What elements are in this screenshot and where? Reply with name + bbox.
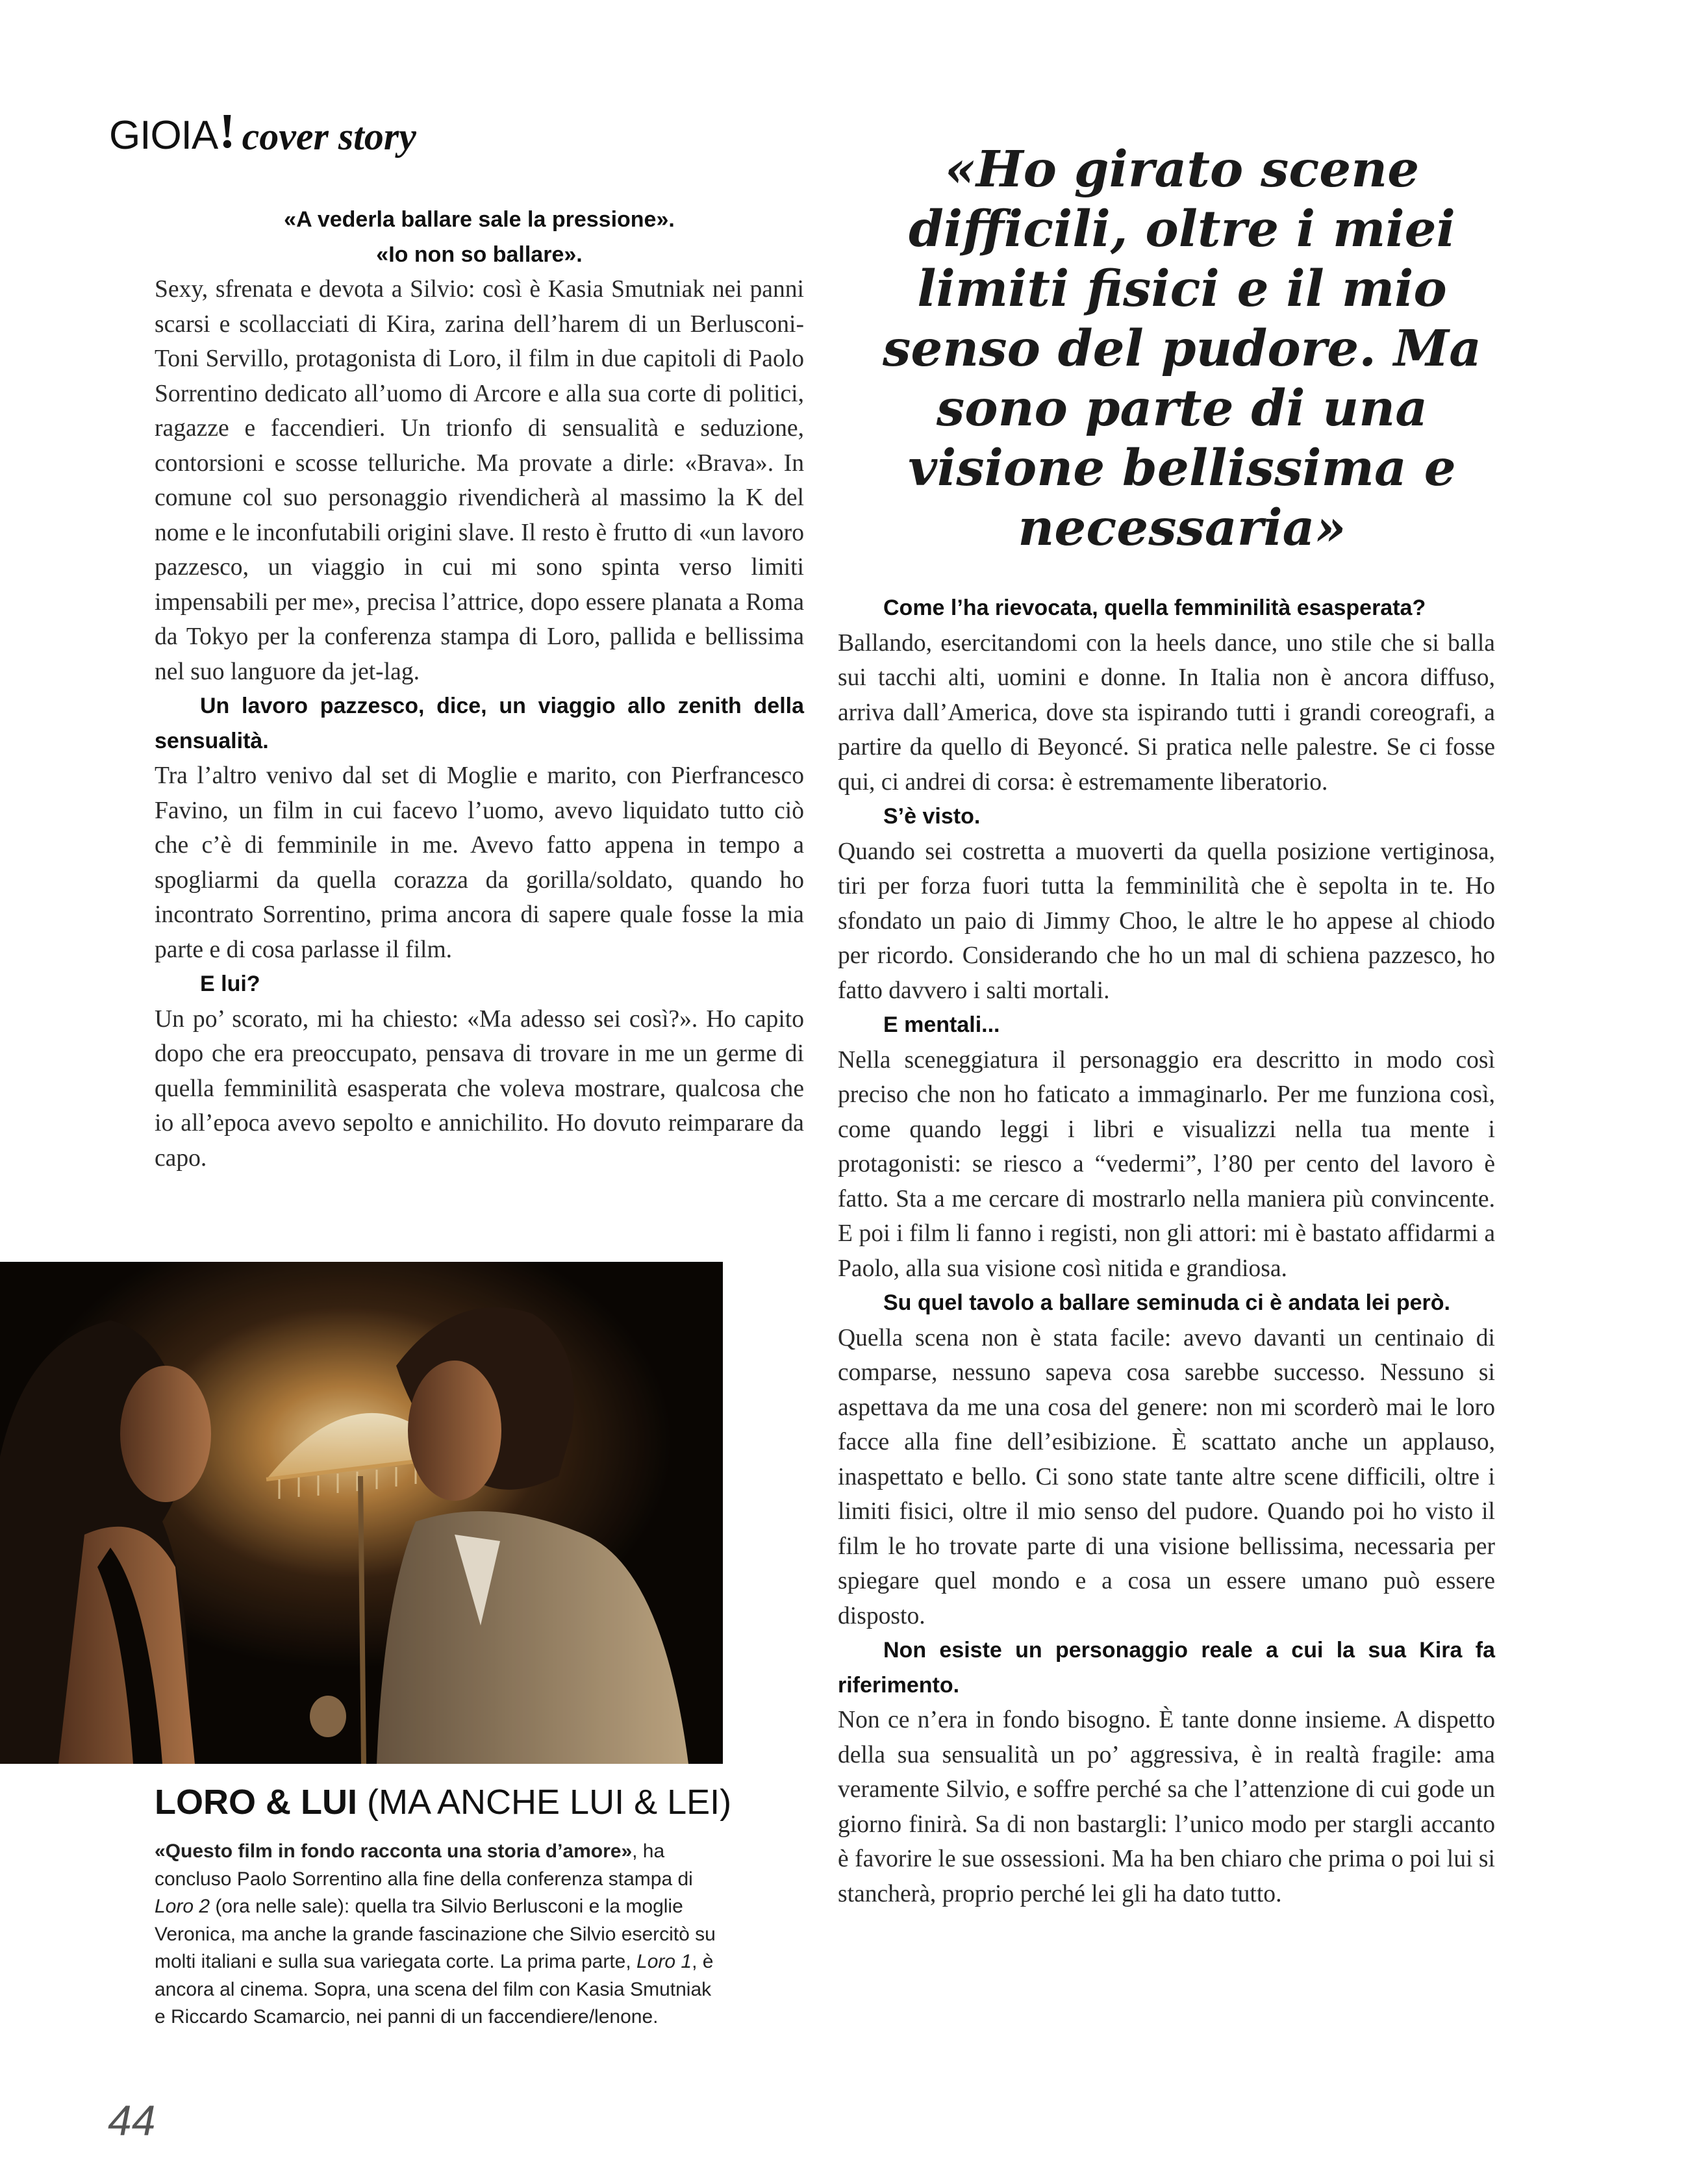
intro-paragraph: Sexy, sfrenata e devota a Silvio: così è Kasia Smutniak nei panni scarsi e scollacciati di Kira, zarina dell’harem di un Berlusconi-Toni Servillo, protagonista di Loro, il film in due capitoli di Paolo Sorrentino dedicato all’uomo di Arcore e alla sua corte di politici, ragazze e faccendieri. Un trionfo di sensualità e seduzione, contorsioni e scosse telluriche. Ma provate a dirle: «Brava». In comune col suo personaggio rivendicherà al massimo la K del nome e le inconfutabili origini slave. Il resto è frutto di «un lavoro pazzesco, un viaggio in cui mi sono spinta verso limiti impensabili per me», precisa l’attrice, dopo essere planata a Roma da Tokyo per la conferenza stampa di Loro, pallida e bellissima nel suo languore da jet-lag. xyxy=(155,276,804,685)
question-3: Come l’ha rievocata, quella femminilità esasperata? xyxy=(883,596,1426,620)
caption-body xyxy=(155,1838,726,2031)
pull-quote: «Ho girato scene difficili, oltre i miei limiti fisici e il mio senso del pudore. Ma sono parte di una visione bellissima e necessaria» xyxy=(882,140,1482,557)
caption-text-3: , è ancora al cinema. Sopra, una scena del film con Kasia Smutniak e Riccardo Scamarcio, nei panni di un faccendiere/lenone. xyxy=(155,1951,714,2027)
page-number: 44 xyxy=(108,2096,156,2144)
answer-5: Nella sceneggiatura il personaggio era descritto in modo così preciso che non ho faticato a immaginarlo. Per me funziona così, come quando leggi i libri e visualizzi nella tua mente i protagonisti: se riesco a “vedermi”, l’80 per cento del lavoro è fatto. Sta a me cercare di mostrarlo nella maniera più convincente. E poi i film li fanno i registi, non gli attori: mi è bastato affidarmi a Paolo, alla sua visione così nitida e grandiosa. xyxy=(838,1046,1495,1282)
caption-title-bold: LORO & LUI xyxy=(155,1783,357,1822)
question-6: Su quel tavolo a ballare seminuda ci è andata lei però. xyxy=(883,1290,1450,1315)
headline-line-1: «A vederla ballare sale la pressione». xyxy=(284,207,675,232)
right-column xyxy=(838,591,1495,1911)
question-7: Non esiste un personaggio reale a cui la sua Kira fa riferimento. xyxy=(838,1638,1495,1698)
caption-title-light: (MA ANCHE LUI & LEI) xyxy=(367,1783,732,1822)
caption-film-2: Loro 2 xyxy=(155,1896,210,1917)
answer-2: Un po’ scorato, mi ha chiesto: «Ma adesso sei così?». Ho capito dopo che era preoccupato, pensava di trovare in me un germe di quella femminilità esasperata che voleva mostrare, qualcosa che io all’epoca avevo sepolto e annichilito. Ho dovuto reimparare da capo. xyxy=(155,1005,804,1172)
caption-title xyxy=(155,1785,731,1820)
answer-7: Non ce n’era in fondo bisogno. È tante donne insieme. A dispetto della sua sensualità un po’ aggressiva, è in realtà fragile: ama veramente Silvio, e soffre perché sa che l’attenzione di cui gode un giorno finirà. Sa di non bastargli: l’unico modo per stargli accanto è favorire le sue ossessioni. Ma ha ben chiaro che prima o poi lui si stancherà, proprio perché lei gli ha dato tutto. xyxy=(838,1707,1495,1907)
caption-text-1: , ha concluso Paolo Sorrentino alla fine della conferenza stampa di xyxy=(155,1840,693,1890)
question-4: S’è visto. xyxy=(883,804,981,829)
film-still-photo xyxy=(0,1262,723,1764)
question-5: E mentali... xyxy=(883,1012,1000,1037)
answer-1: Tra l’altro venivo dal set di Moglie e marito, con Pierfrancesco Favino, un film in cui facevo l’uomo, avevo liquidato tutto ciò che c’è di femminile in me. Avevo fatto appena in tempo a spogliarmi da quella corazza da gorilla/soldato, quando ho incontrato Sorrentino, prima ancora di sapere quale fosse la mia parte e di cosa parlasse il film. xyxy=(155,762,804,963)
question-2: E lui? xyxy=(200,972,260,996)
answer-6: Quella scena non è stata facile: avevo davanti un centinaio di comparse, nessuno sapeva cosa sarebbe successo. Nessuno si aspettava da me una cosa del genere: non mi scorderò mai le loro facce alla fine dell’esibizione. È scattato anche un applauso, inaspettato e bello. Ci sono state tante altre scene difficili, oltre i limiti fisici, oltre il mio senso del pudore. Quando poi ho visto il film le ho trovate parte di una visione bellissima, necessaria per spiegare quel mondo e a cosa un essere umano può essere disposto. xyxy=(838,1324,1495,1629)
left-column xyxy=(155,203,804,1175)
caption-film-1: Loro 1 xyxy=(636,1951,692,1972)
question-1: Un lavoro pazzesco, dice, un viaggio allo zenith della sensualità. xyxy=(155,694,804,753)
caption-text-2: (ora nelle sale): quella tra Silvio Berlusconi e la moglie Veronica, ma anche la grande fascinazione che Silvio esercitò su molti italiani e sulla sua variegata corte. La prima parte, xyxy=(155,1896,716,1972)
magazine-header xyxy=(109,97,416,156)
brand-exclamation: ! xyxy=(219,104,236,158)
section-title: cover story xyxy=(242,115,416,158)
answer-4: Quando sei costretta a muoverti da quella posizione vertiginosa, tiri per forza fuori tutta la femminilità che è sepolta in te. Ho sfondato un paio di Jimmy Choo, le altre le ho appese al chiodo per ricordo. Considerando che ho un mal di schiena pazzesco, ho fatto davvero i salti mortali. xyxy=(838,838,1495,1004)
brand-logo: GIOIA xyxy=(109,113,218,158)
answer-3: Ballando, esercitandomi con la heels dance, uno stile che si balla sui tacchi alti, uomini e donne. In Italia non è ancora diffuso, arriva dall’America, dove sta ispirando tutti i grandi coreografi, a partire da quello di Beyoncé. Si pratica nelle palestre. Se ci fosse qui, ci andrei di corsa: è estremamente liberatorio. xyxy=(838,629,1495,796)
headline-line-2: «Io non so ballare». xyxy=(376,242,583,267)
caption-lead: «Questo film in fondo racconta una storia d’amore» xyxy=(155,1840,633,1862)
